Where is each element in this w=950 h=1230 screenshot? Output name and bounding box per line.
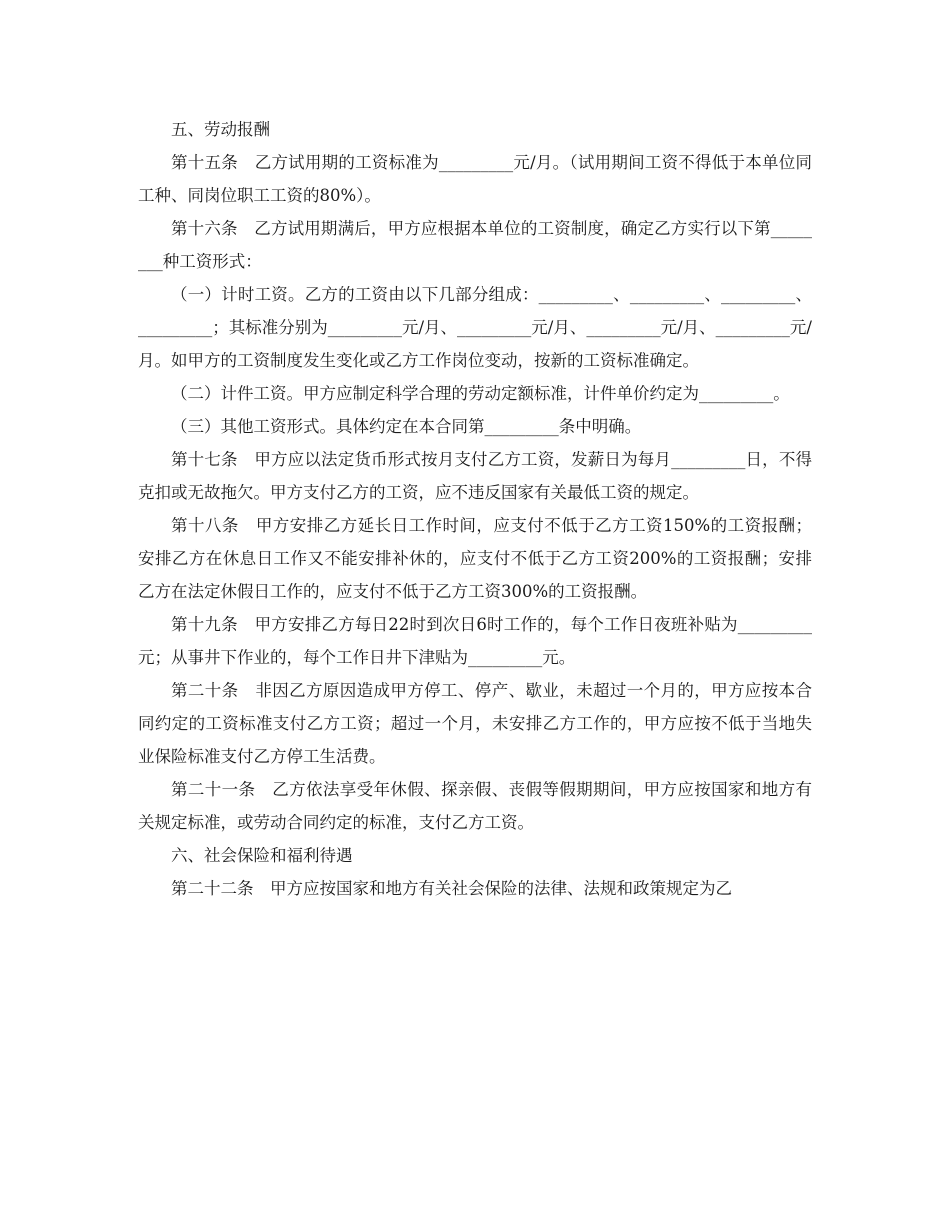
clause-other-wage: （三）其他工资形式。具体约定在本合同第_________条中明确。 <box>171 417 642 436</box>
article-15: 第十五条 乙方试用期的工资标准为_________元/月。（试用期间工资不得低于本单位同工种、同岗位职工工资的80%）。 <box>138 153 812 205</box>
clause-time-wage: （一）计时工资。乙方的工资由以下几部分组成：_________、_________、_________、_________；其标准分别为_________元/月、_________元/月、_________元/月、_________元/月。如甲方的工资制度发生变化或乙方工作岗位变动，按新的工资标准确定。 <box>138 285 812 370</box>
section-heading-labor-remuneration: 五、劳动报酬 <box>171 120 270 139</box>
article-20: 第二十条 非因乙方原因造成甲方停工、停产、歇业，未超过一个月的，甲方应按本合同约定的工资标准支付乙方工资；超过一个月，未安排乙方工作的，甲方应按不低于当地失业保险标准支付乙方停工生活费。 <box>138 681 812 766</box>
section-heading-social-insurance: 六、社会保险和福利待遇 <box>171 846 353 865</box>
article-18: 第十八条 甲方安排乙方延长日工作时间，应支付不低于乙方工资150%的工资报酬；安排乙方在休息日工作又不能安排补休的，应支付不低于乙方工资200%的工资报酬；安排乙方在法定休假日工作的，应支付不低于乙方工资300%的工资报酬。 <box>138 516 812 601</box>
article-16: 第十六条 乙方试用期满后，甲方应根据本单位的工资制度，确定乙方实行以下第________种工资形式： <box>138 219 812 271</box>
article-21: 第二十一条 乙方依法享受年休假、探亲假、丧假等假期期间，甲方应按国家和地方有关规定标准，或劳动合同约定的标准，支付乙方工资。 <box>138 780 812 832</box>
article-17: 第十七条 甲方应以法定货币形式按月支付乙方工资，发薪日为每月_________日，不得克扣或无故拖欠。甲方支付乙方的工资，应不违反国家有关最低工资的规定。 <box>138 450 812 502</box>
document-body <box>138 113 812 905</box>
clause-piece-wage: （二）计件工资。甲方应制定科学合理的劳动定额标准，计件单价约定为_________。 <box>171 384 790 403</box>
article-19: 第十九条 甲方安排乙方每日22时到次日6时工作的，每个工作日夜班补贴为_________元；从事井下作业的，每个工作日井下津贴为_________元。 <box>138 615 812 667</box>
article-22: 第二十二条 甲方应按国家和地方有关社会保险的法律、法规和政策规定为乙 <box>171 879 732 898</box>
